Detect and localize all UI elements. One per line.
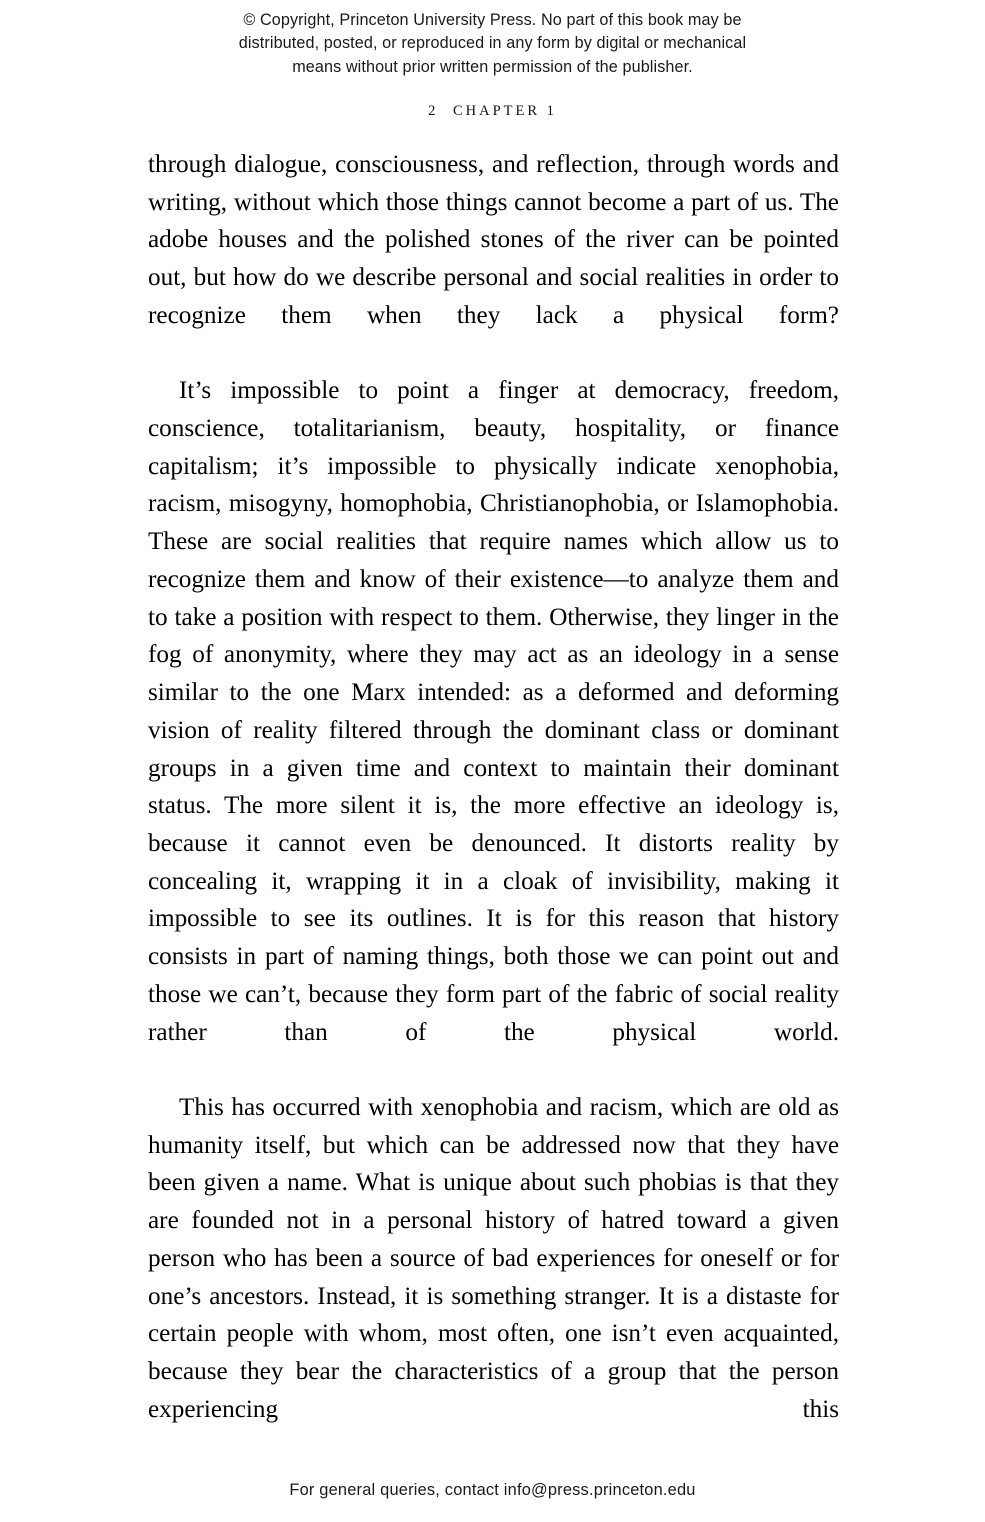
copyright-notice-line-3: means without prior written permission of the publisher. (292, 57, 693, 76)
copyright-notice-line-2: distributed, posted, or reproduced in any form by digital or mechanical (238, 34, 747, 53)
running-head-chapter-label: CHAPTER 1 (452, 103, 557, 119)
body-paragraph: This has occurred with xenophobia and racism, which are old as humanity itself, but which can be addressed now that they have been given a name. What is unique about such phobias is that they are founded not in a personal history of hatred toward a given person who has been a source of bad experiences for oneself or for one’s ancestors. Instead, it is something stranger. It is a distaste for certain people with whom, most often, one isn’t even acquainted, because they bear the characteristics of a group that the person experiencing this (148, 1093, 839, 1423)
body-text-column (148, 146, 839, 1466)
page-folio-number: 2 (428, 103, 437, 119)
body-paragraph: It’s impossible to point a finger at democracy, freedom, conscience, totalitarianism, beauty, hospitality, or finance capitalism; it’s impossible to physically indicate xenophobia, racism, misogyny, homophobia, Christianophobia, or Islamophobia. These are social realities that require names which allow us to recognize them and know of their existence—to analyze them and to take a position with respect to them. Otherwise, they linger in the fog of anonymity, where they may act as an ideology in a sense similar to the one Marx intended: as a deformed and deforming vision of reality filtered through the dominant class or dominant groups in a given time and context to maintain their dominant status. The more silent it is, the more effective an ideology is, because it cannot even be denounced. It distorts reality by concealing it, wrapping it in a cloak of invisibility, making it impossible to see its outlines. It is for this reason that history consists in part of naming things, both those we can point out and those we can’t, because they form part of the fabric of social reality rather than of the physical world. (148, 377, 839, 1046)
copyright-notice-line-1: © Copyright, Princeton University Press. No part of this book may be (243, 11, 742, 29)
running-head (0, 103, 985, 120)
footer-contact-text: For general queries, contact info@press.princeton.edu (289, 1481, 696, 1499)
body-paragraph: through dialogue, consciousness, and reflection, through words and writing, without which those things cannot become a part of us. The adobe houses and the polished stones of the river can be pointed out, but how do we describe personal and social realities in order to recognize them when they lack a physical form? (148, 151, 839, 329)
page-footer (0, 1479, 985, 1502)
copyright-notice (0, 9, 985, 79)
